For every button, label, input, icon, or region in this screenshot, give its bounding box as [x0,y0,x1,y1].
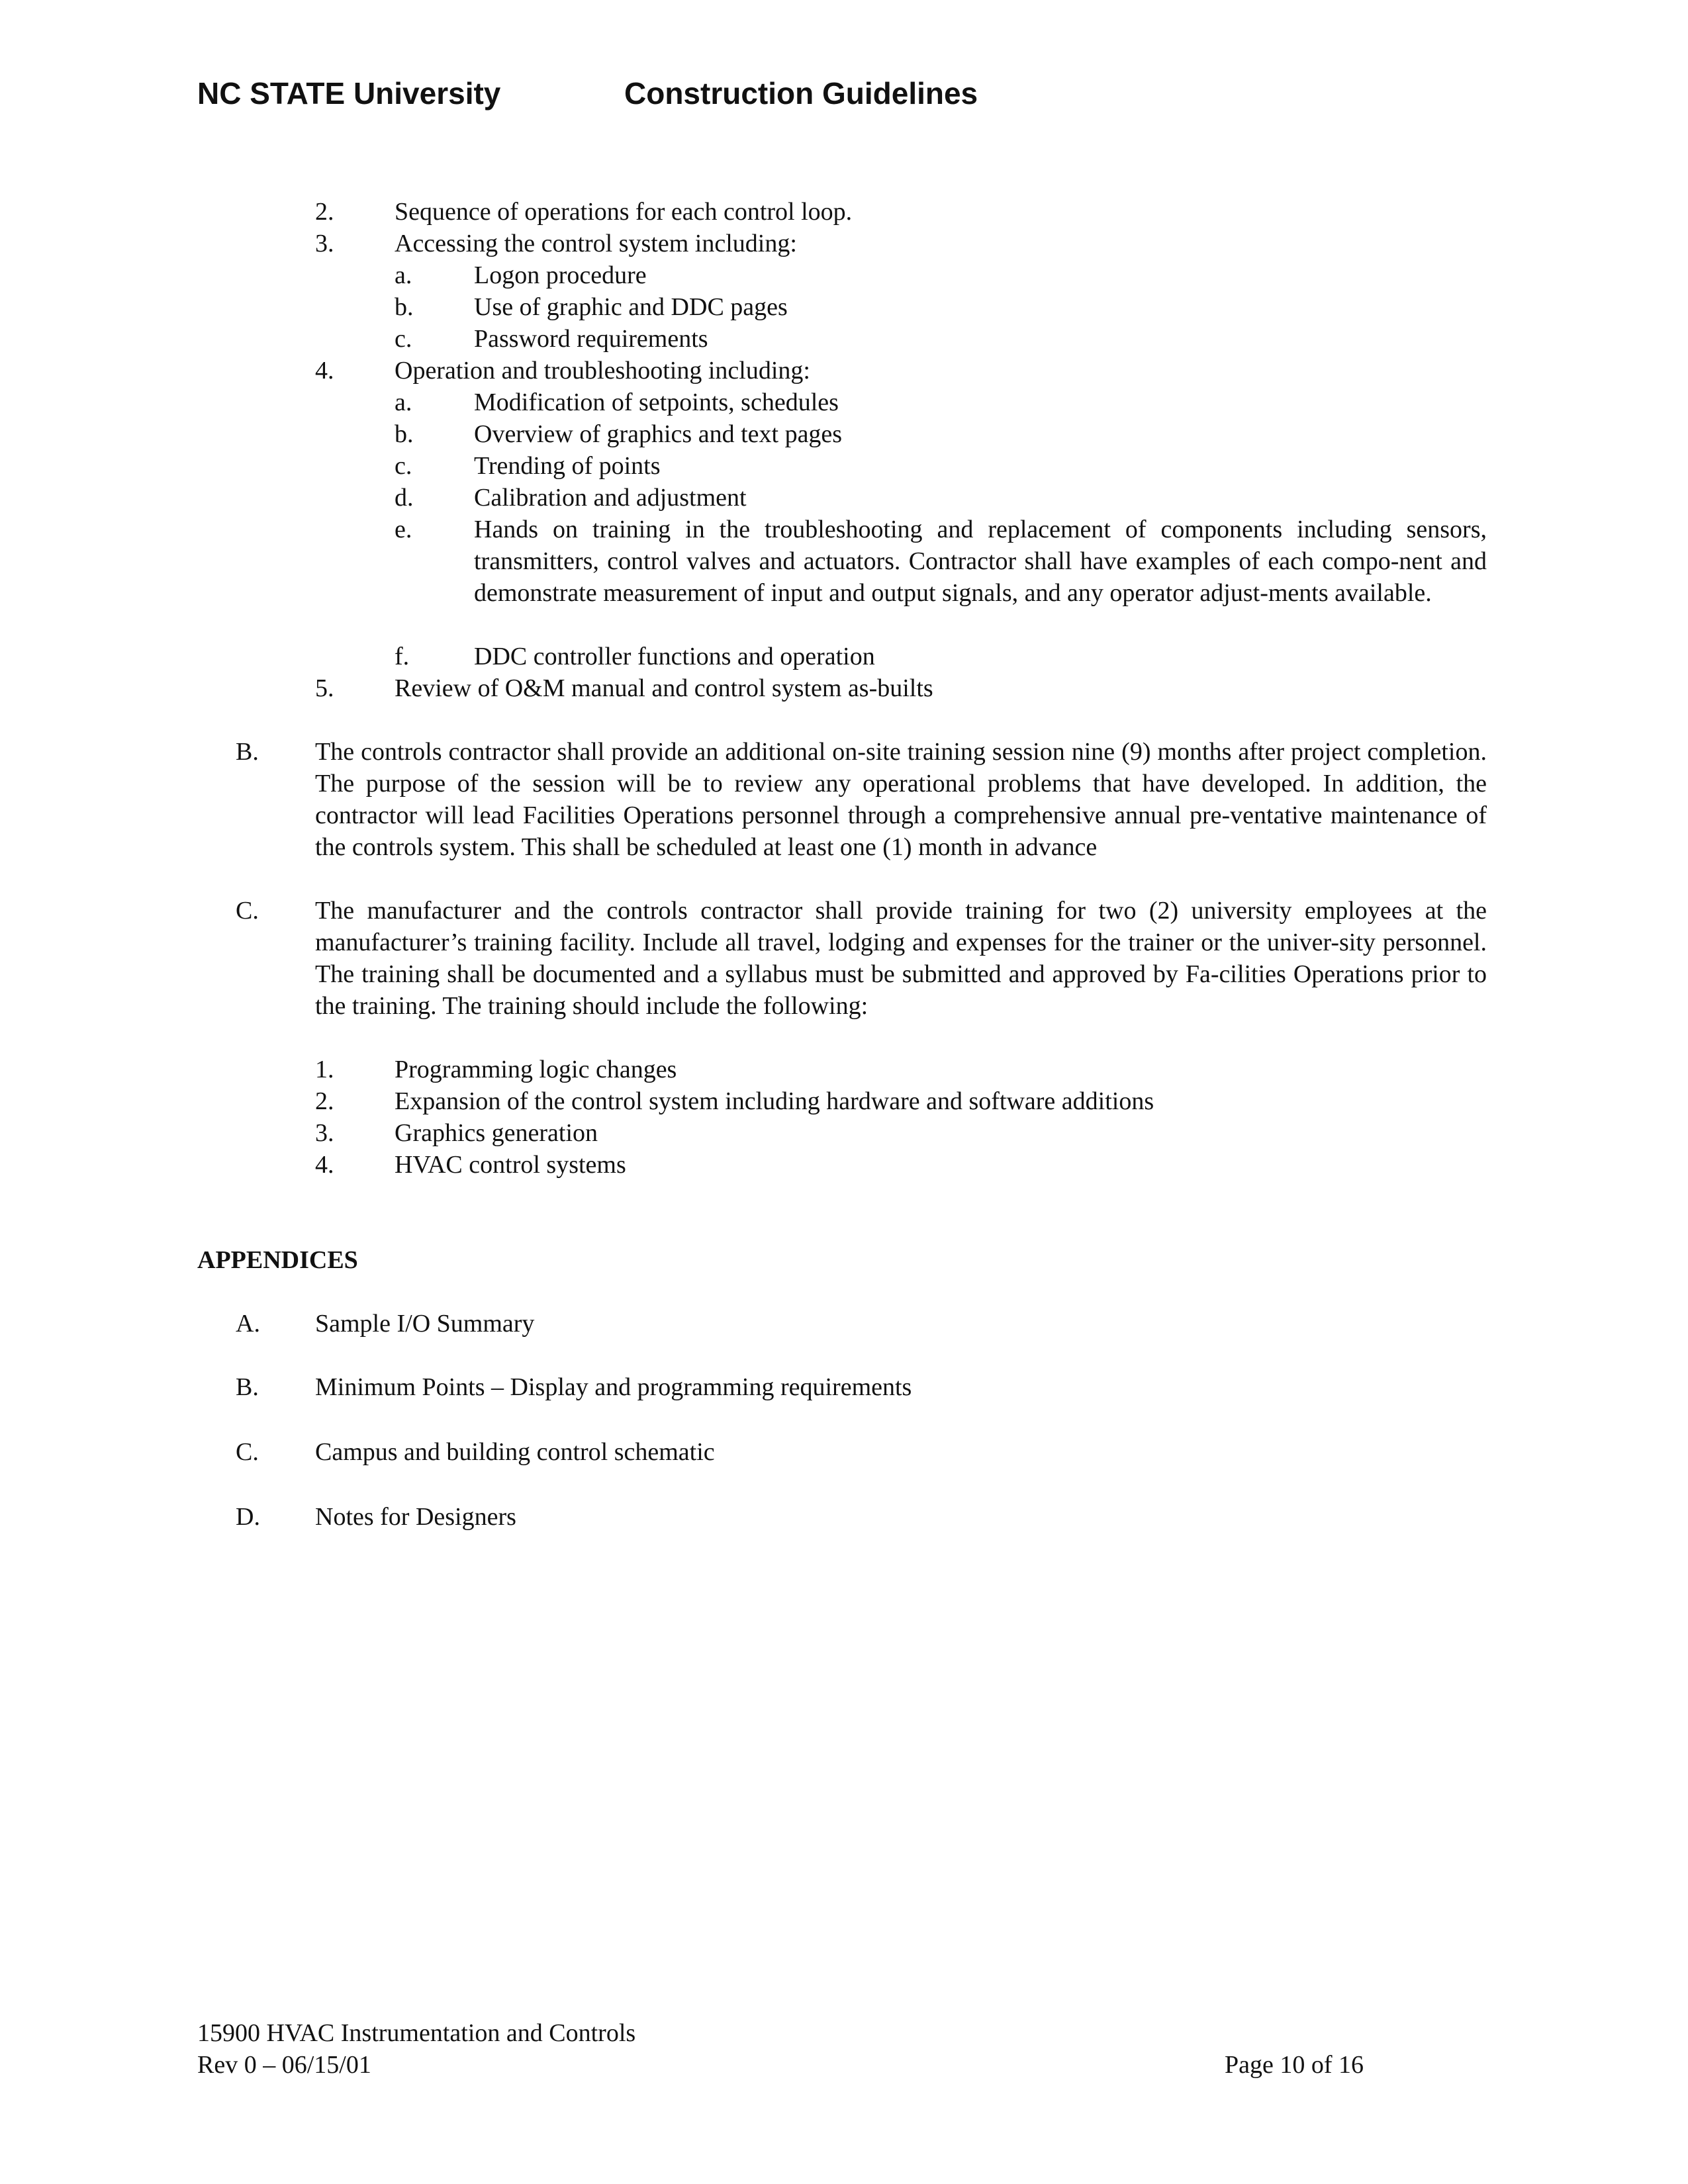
footer-page-number: Page 10 of 16 [1225,2051,1364,2079]
list-item: Calibration and adjustment [474,484,747,512]
list-item: Accessing the control system including: [395,230,797,257]
paragraph-label-b: B. [236,738,259,766]
list-number: 1. [315,1056,334,1083]
list-letter: b. [395,293,414,321]
list-item: Password requirements [474,325,708,353]
list-item: HVAC control systems [395,1151,626,1179]
appendix-item: Campus and building control schematic [315,1438,715,1466]
list-item: Logon procedure [474,261,647,289]
list-letter: e. [395,516,412,543]
list-item: Graphics generation [395,1119,598,1147]
document-title: Construction Guidelines [624,76,978,111]
list-item: Use of graphic and DDC pages [474,293,788,321]
list-item: Operation and troubleshooting including: [395,357,810,385]
paragraph-c: The manufacturer and the controls contractor shall provide training for two (2) university employees at the manufacturer’s training facility. Include all travel, lodging and expenses for the trainer or the univer-sity personnel. The training shall be documented and a syllabus must be submitted and approved by Fa-cilities Operations prior to the training. The training should include the following: [315,897,1487,1020]
list-letter: a. [395,261,412,289]
list-number: 3. [315,230,334,257]
list-number: 3. [315,1119,334,1147]
list-letter: a. [395,388,412,416]
list-item-paragraph: Hands on training in the troubleshooting and replacement of components including sensors, transmitters, control valves and actuators. Contractor shall have examples of each compo-nent and demonstrate measurement of input and output signals, and any operator adjust-ments available. [474,516,1487,607]
appendix-label: C. [236,1438,259,1466]
list-item: Sequence of operations for each control loop. [395,198,853,226]
appendix-label: A. [236,1310,260,1338]
footer-revision: Rev 0 – 06/15/01 [197,2051,371,2079]
paragraph-b: The controls contractor shall provide an additional on-site training session nine (9) months after project completion. The purpose of the session will be to review any operational problems that have developed. In addition, the contractor will lead Facilities Operations personnel through a comprehensive annual pre-ventative maintenance of the controls system. This shall be scheduled at least one (1) month in advance [315,738,1487,861]
list-item: Trending of points [474,452,661,480]
list-item: Overview of graphics and text pages [474,420,843,448]
list-letter: c. [395,325,412,353]
list-letter: f. [395,643,410,670]
list-item: Expansion of the control system including hardware and software additions [395,1087,1154,1115]
list-number: 2. [315,1087,334,1115]
paragraph-label-c: C. [236,897,259,925]
list-number: 4. [315,357,334,385]
appendix-item: Minimum Points – Display and programming requirements [315,1373,912,1401]
list-letter: c. [395,452,412,480]
list-number: 2. [315,198,334,226]
appendix-label: B. [236,1373,259,1401]
appendices-heading: APPENDICES [197,1246,358,1274]
appendix-item: Sample I/O Summary [315,1310,535,1338]
list-item: Modification of setpoints, schedules [474,388,839,416]
list-letter: b. [395,420,414,448]
appendix-label: D. [236,1503,260,1531]
list-item: Programming logic changes [395,1056,677,1083]
university-name: NC STATE University [197,76,501,111]
list-letter: d. [395,484,414,512]
list-item: DDC controller functions and operation [474,643,875,670]
appendix-item: Notes for Designers [315,1503,516,1531]
list-number: 5. [315,674,334,702]
list-item: Review of O&M manual and control system as-builts [395,674,933,702]
list-number: 4. [315,1151,334,1179]
footer-document-name: 15900 HVAC Instrumentation and Controls [197,2019,636,2047]
